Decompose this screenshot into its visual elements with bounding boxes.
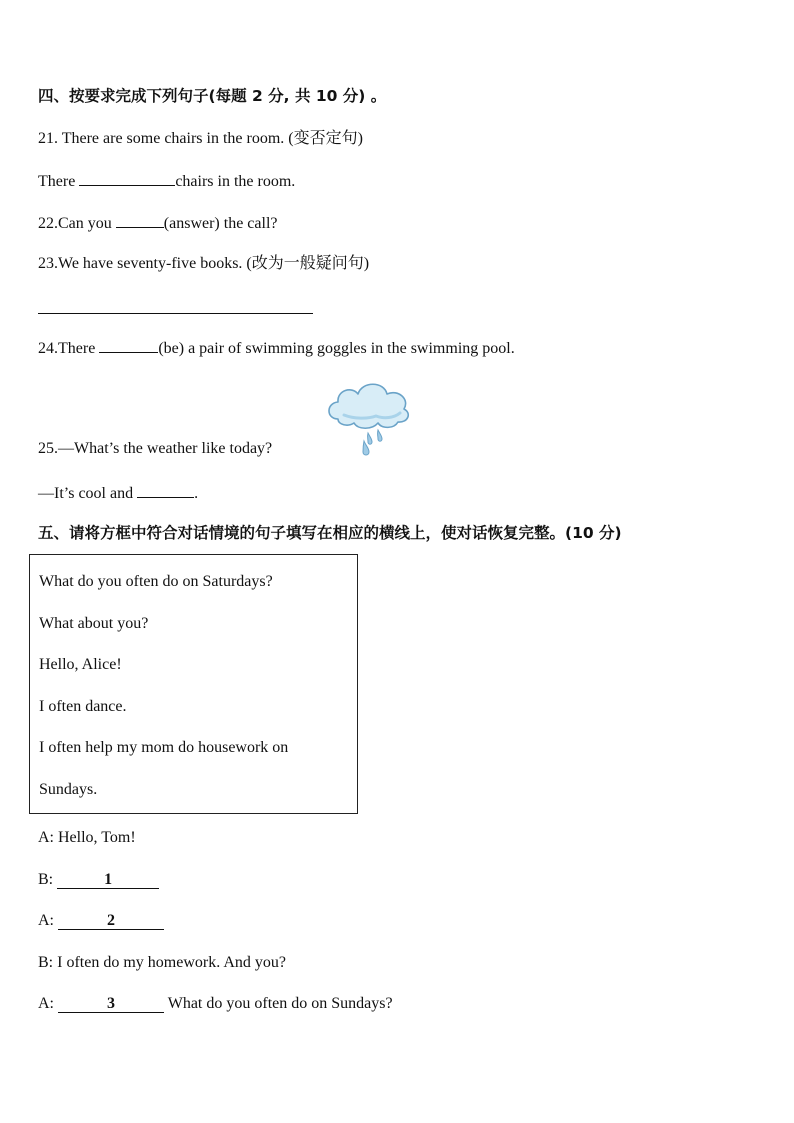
option-item: I often dance.	[39, 698, 127, 715]
q21-answer-blank[interactable]	[79, 170, 175, 186]
dialogue-line-b1	[38, 870, 159, 890]
a2-speaker: A:	[38, 912, 58, 929]
dialogue-blank-3[interactable]: 3	[58, 996, 164, 1013]
dialogue-blank-1[interactable]: 1	[57, 872, 159, 889]
q21-answer-prefix: There	[38, 173, 80, 190]
rain-cloud-icon	[324, 375, 412, 457]
section-5-heading: 五、请将方框中符合对话情境的句子填写在相应的横线上，使对话恢复完整。(10 分)	[38, 524, 622, 542]
options-box	[29, 554, 358, 814]
q22-blank[interactable]	[116, 212, 164, 228]
question-25-answer	[38, 482, 198, 504]
q24-blank[interactable]	[99, 337, 158, 353]
question-21-prompt: 21. There are some chairs in the room. (变否定句)	[38, 130, 363, 147]
dialogue-blank-2[interactable]: 2	[58, 913, 164, 930]
dialogue-line-b2: B: I often do my homework. And you?	[38, 954, 286, 971]
q22-prefix: 22.Can you	[38, 215, 116, 232]
section-4-heading: 四、按要求完成下列句子(每题 2 分, 共 10 分) 。	[38, 87, 387, 105]
option-item: What about you?	[39, 615, 149, 632]
q22-suffix: (answer) the call?	[163, 215, 278, 232]
a3-suffix: What do you often do on Sundays?	[164, 995, 393, 1012]
question-25-prompt: 25.—What’s the weather like today?	[38, 440, 273, 457]
question-24	[38, 337, 515, 359]
dialogue-line-a3	[38, 994, 393, 1014]
q24-suffix: (be) a pair of swimming goggles in the swimming pool.	[158, 340, 515, 357]
b1-speaker: B:	[38, 871, 58, 888]
dialogue-line-a1: A: Hello, Tom!	[38, 829, 136, 846]
question-23-prompt: 23.We have seventy-five books. (改为一般疑问句)	[38, 255, 370, 272]
q25-blank[interactable]	[137, 482, 194, 498]
question-23-answer-rule[interactable]	[38, 313, 313, 314]
q24-prefix: 24.There	[38, 340, 100, 357]
q25-answer-suffix: .	[194, 485, 199, 502]
option-item: What do you often do on Saturdays?	[39, 573, 273, 590]
question-22	[38, 212, 278, 234]
option-item: Sundays.	[39, 781, 98, 798]
q21-answer-suffix: chairs in the room.	[175, 173, 296, 190]
question-21-answer-line	[38, 170, 295, 192]
option-item: Hello, Alice!	[39, 656, 122, 673]
q25-answer-prefix: —It’s cool and	[38, 485, 138, 502]
a3-speaker: A:	[38, 995, 58, 1012]
dialogue-line-a2	[38, 911, 164, 931]
option-item: I often help my mom do housework on	[39, 739, 289, 756]
